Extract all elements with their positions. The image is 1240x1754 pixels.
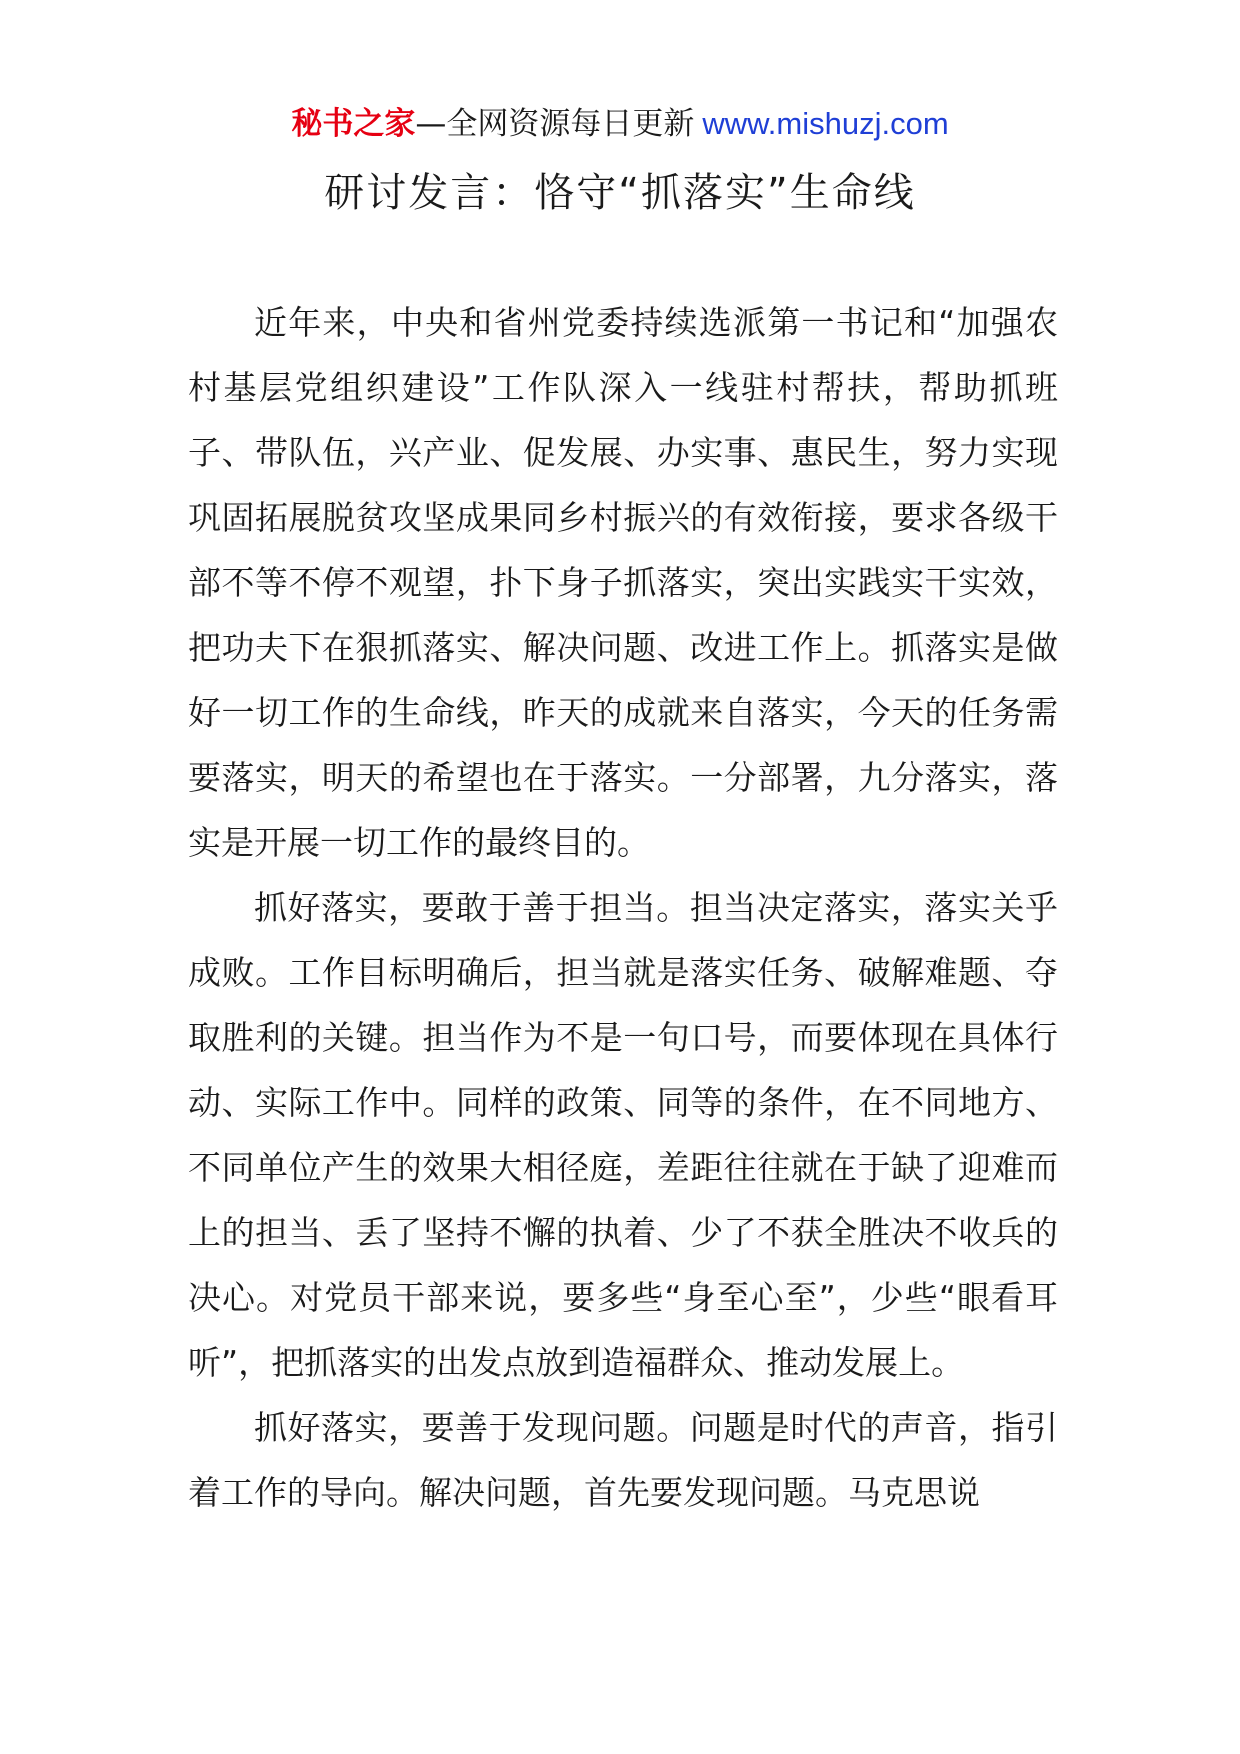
header-tagline: —全网资源每日更新 [415,106,695,142]
site-header [0,104,1240,144]
paragraph-2: 抓好落实，要敢于善于担当。担当决定落实，落实关乎成败。工作目标明确后，担当就是落实任务、破解难题、夺取胜利的关键。担当作为不是一句口号，而要体现在具体行动、实际工作中。同样的政策、同等的条件，在不同地方、不同单位产生的效果大相径庭，差距往往就在于缺了迎难而上的担当、丢了坚持不懈的执着、少了不获全胜决不收兵的决心。对党员干部来说，要多些“身至心至”，少些“眼看耳听”，把抓落实的出发点放到造福群众、推动发展上。 [188,888,1058,1382]
document-title: 研讨发言：恪守“抓落实”生命线 [324,170,916,216]
paragraph-1: 近年来，中央和省州党委持续选派第一书记和“加强农村基层党组织建设”工作队深入一线驻村帮扶，帮助抓班子、带队伍，兴产业、促发展、办实事、惠民生，努力实现巩固拓展脱贫攻坚成果同乡村振兴的有效衔接，要求各级干部不等不停不观望，扑下身子抓落实，突出实践实干实效，把功夫下在狠抓落实、解决问题、改进工作上。抓落实是做好一切工作的生命线，昨天的成就来自落实，今天的任务需要落实，明天的希望也在于落实。一分部署，九分落实，落实是开展一切工作的最终目的。 [188,303,1058,862]
document-body [188,290,1058,1525]
site-url-link[interactable]: www.mishuzj.com [702,106,949,141]
brand-name: 秘书之家 [291,106,416,142]
paragraph-3: 抓好落实，要善于发现问题。问题是时代的声音，指引着工作的导向。解决问题，首先要发现问题。马克思说 [188,1408,1058,1512]
